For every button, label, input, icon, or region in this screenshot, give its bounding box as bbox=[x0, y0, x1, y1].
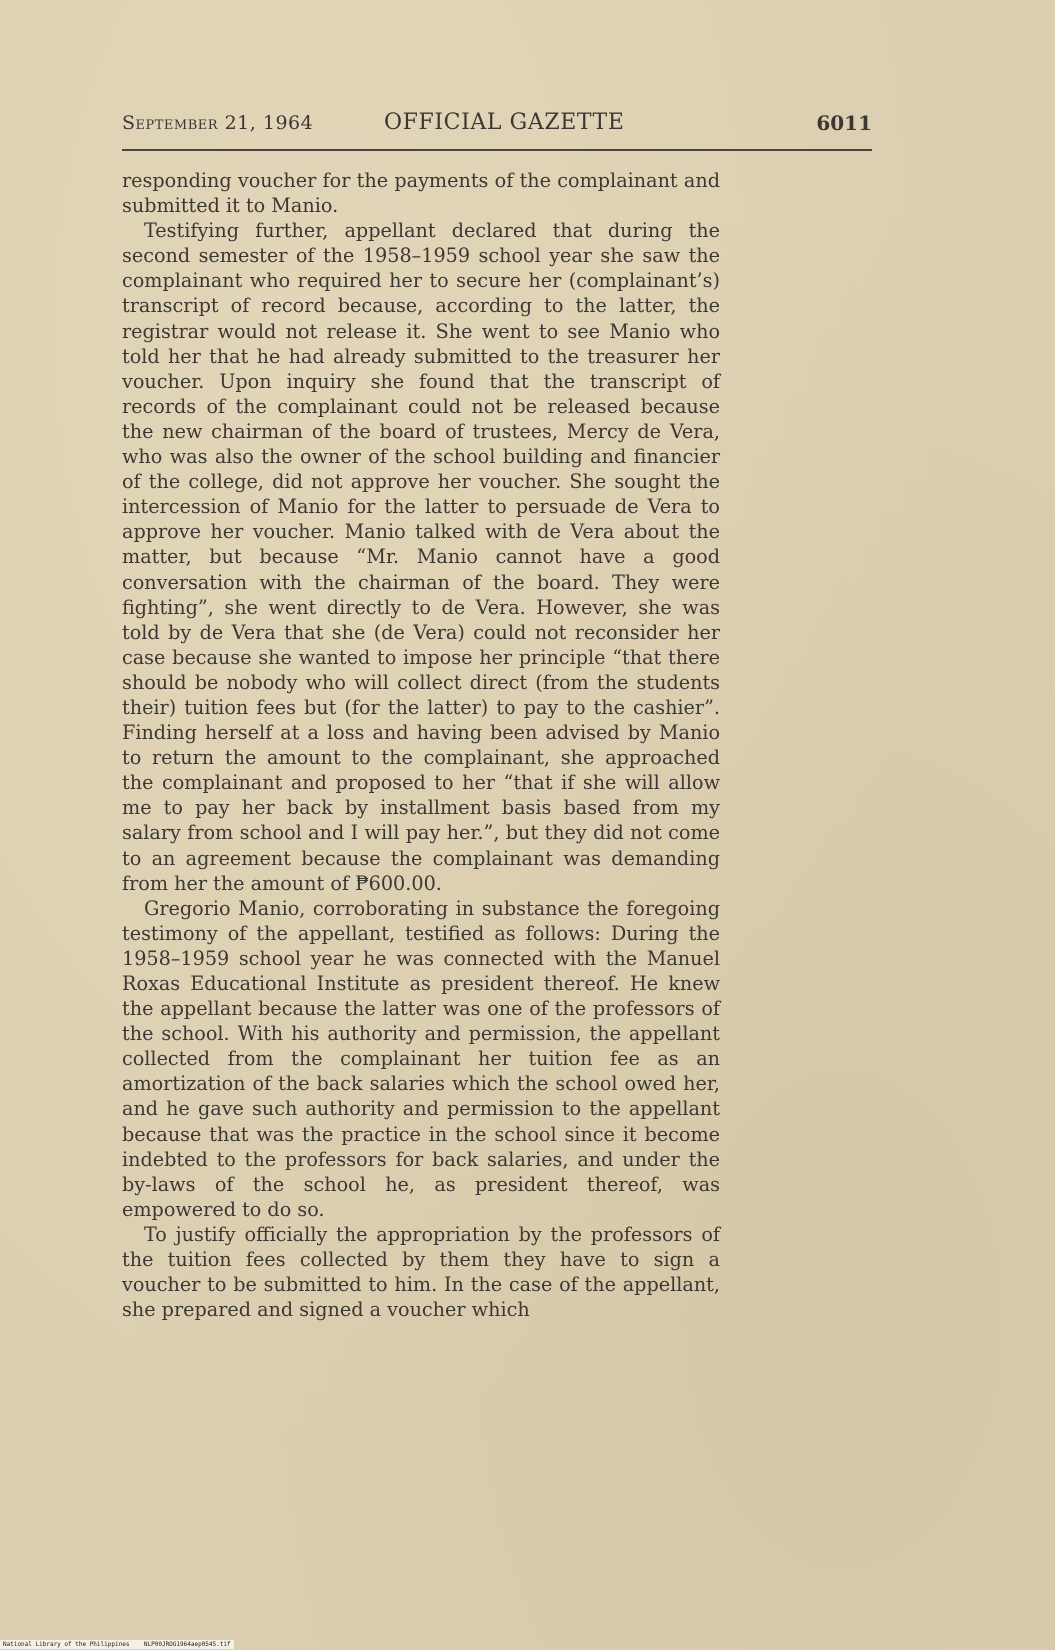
header-title: OFFICIAL GAZETTE bbox=[384, 110, 625, 135]
article-body bbox=[122, 168, 720, 1322]
header-rule bbox=[122, 149, 872, 151]
paragraph-continuation: responding voucher for the payments of the complainant and submitted it to Manio. bbox=[122, 169, 720, 218]
footer-filename: NLP00JROG1964aep0545.tif bbox=[143, 1641, 231, 1648]
page-header bbox=[122, 108, 872, 140]
paragraph-manio-testimony: Gregorio Manio, corroborating in substance the foregoing testimony of the appellant, testified as follows: During the 1958–1959 school year he was connected with the Manuel Roxas Educational Institute as president thereof. He knew the appellant because the latter was one of the professors of the school. With his authority and permission, the appellant collected from the complainant her tuition fee as an amortization of the back salaries which the school owed her, and he gave such authority and permission to the appellant because that was the practice in the school since it become indebted to the professors for back salaries, and under the by-laws of the school he, as president thereof, was empowered to do so. bbox=[122, 896, 720, 1221]
paragraph-voucher: To justify officially the appropriation by the professors of the tuition fees collected by them they have to sign a voucher to be submitted to him. In the case of the appellant, she prepared and signed a voucher which bbox=[122, 1222, 720, 1322]
scan-footer bbox=[0, 1640, 234, 1649]
header-date: September 21, 1964 bbox=[122, 112, 314, 134]
page-number: 6011 bbox=[816, 111, 872, 135]
paragraph-appellant-testimony: Testifying further, appellant declared that during the second semester of the 1958–1959 school year she saw the complainant who required her to secure her (complainant’s) transcript of record because, according to the latter, the registrar would not release it. She went to see Manio who told her that he had already submitted to the treasurer her voucher. Upon inquiry she found that the transcript of records of the complainant could not be released because the new chairman of the board of trustees, Mercy de Vera, who was also the owner of the school building and financier of the college, did not approve her voucher. She sought the intercession of Manio for the latter to persuade de Vera to approve her voucher. Manio talked with de Vera about the matter, but because “Mr. Manio cannot have a good conversation with the chairman of the board. They were fighting”, she went directly to de Vera. However, she was told by de Vera that she (de Vera) could not reconsider her case because she wanted to impose her principle “that there should be nobody who will collect direct (from the students their) tuition fees but (for the latter) to pay to the cashier”. Finding herself at a loss and having been advised by Manio to return the amount to the complainant, she approached the complainant and proposed to her “that if she will allow me to pay her back by installment basis based from my salary from school and I will pay her.”, but they did not come to an agreement because the complainant was demanding from her the amount of ₱600.00. bbox=[122, 219, 720, 895]
footer-source: National Library of the Philippines bbox=[3, 1641, 130, 1648]
